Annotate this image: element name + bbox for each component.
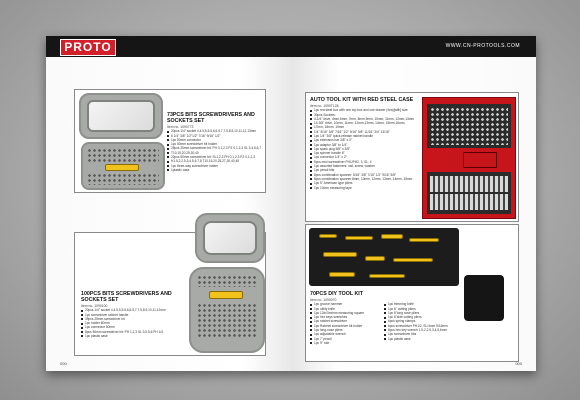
product-item-no: Item no. 1090773 [167,125,194,129]
small-red-box [463,152,497,168]
right-page [291,36,536,371]
feature-item: 1pc assorted fasteners: nail, screw, washer [310,164,418,168]
product-card-diy-kit [305,224,519,362]
feature-item: 1plastic case [167,168,263,172]
feature-item: 5pcs mini screwdriver PH1/PH2, 3, SL, 4 [310,160,418,164]
feature-item: 6pcs spring clamps [384,319,464,323]
screwdriver-handle [105,164,139,171]
feature-item: 1pc 6" cutting pliers [384,307,464,311]
product-text-auto-kit [310,97,418,190]
chest-top-tray [427,104,511,148]
feature-item: 1pc 12in/3m/mm measuring square [310,311,378,315]
feature-item: 1pc 6"long nose pliers [384,311,464,315]
tool-handle [345,236,373,240]
feature-columns [310,302,516,345]
tool-handle [393,258,433,262]
product-card-73pcs [74,89,266,193]
socket-grid [430,107,508,145]
feature-item: 8pcs hex key wrench 1.5,2,2.5,3,4,5,6mm [384,328,464,332]
proto-logo: PROTO [60,39,116,56]
product-item-no: Item no. 1090100 [81,304,108,308]
feature-item: 1pc screwdriver bits [384,332,464,336]
feature-item: 1pc plastic case [384,337,464,341]
feature-item: 1/4" 5/16" 3/8" 7/16" 1/2" 9/16" 5/8" 11/16" 3/4" 13/16" [310,130,418,134]
feature-item: 1pc 5" American type pliers [310,181,418,185]
diy-case-open-image [309,228,459,286]
socket-row [87,148,159,162]
feature-item: 1pc spinner handle 6" [310,151,418,155]
feature-item: 8pcs combination spanner: 5/16" 3/8" 7/16" 1/2" 9/16" 5/8" [310,173,418,177]
feature-item: 14-3/8" drive, 10mm, 11mm, 12mm,13mm, 14mm, 15mm,16mm, [310,121,418,125]
website-url: WWW.CN-PROTOOLS.COM [445,43,520,49]
feature-item: 20pcs 50mm screwdriver bit: SL1,2,3 PH 0,1,2,3 PZ 0,1,2,3 [167,155,263,159]
feature-item: 1pc red steel box with one top box and one drawer (4ea)[with] size [310,108,418,112]
feature-item: 8pcs 50mm screwdriver bit: PH 1,2,3 SL 3,5,5,6 PH 1/4 [81,330,187,334]
left-page [46,36,291,371]
feature-item: 1pc extension bar 3/8" x 3" [310,138,418,142]
feature-item: 39pcs 25mm screwdriver bit [81,317,187,321]
tool-handle [329,272,355,277]
feature-item: 1pc 1/4" 3/8" quick-release ratchet handle [310,134,418,138]
product-text-73pcs [167,112,263,172]
feature-item: 1pc hex keys wrenches [310,315,378,319]
case-open-image [189,267,265,353]
tool-handle [323,252,357,257]
feature-item: 6pcs screwdriver PH1/2, SL/4mm 5/16mm [384,324,464,328]
feature-item: 30pcs Sockets: [310,113,418,117]
feature-list [81,308,187,338]
socket-row [197,275,257,287]
feature-item: 1pc adjustable wrench [310,332,378,336]
product-text-diy-kit [310,291,516,345]
feature-item: 1pc connector 50mm [81,325,187,329]
product-title: 73PCS BITS SCREWDRIVERS AND SOCKETS SET [167,112,255,124]
feature-item: 1pc connector 1/4" x 2" [310,155,418,159]
lid-window [87,100,155,132]
feature-item: 1pc 50mm screwdriver bit holder [167,142,263,146]
feature-item: 1pc long-nose pliers [310,328,378,332]
feature-item: 20pcs 1/4" socket 4,4.5,5,5.5,6,6.5,7,7.5,8,9,10,11,12mm [81,308,187,312]
feature-item: 1pc groove hammer [310,302,378,306]
feature-item: 1pc utility knife [310,307,378,311]
bit-row [87,173,159,185]
page-number: 000 [60,361,67,366]
case-lid-image [79,93,163,139]
tool-handle [381,234,403,239]
feature-item: 1pc holder 60mm [81,321,187,325]
tool-handle [319,234,337,238]
lid-window [203,221,257,255]
red-tool-chest-image [422,97,516,219]
feature-item: 1pc screwdriver ratchet handle [81,313,187,317]
feature-item: 17mm, 18mm, 19mm [310,125,418,129]
feature-item: 6 1/4" 3/8" 1/2"1/2" 7/16" 9/16" 1/2" [167,134,263,138]
feature-item: 1pc 50mm connector [167,138,263,142]
feature-item: 1pc 7' pencil [310,337,378,341]
feature-list-col2 [384,302,464,345]
feature-item: 1pc 9" rule [310,341,378,345]
feature-item: H1.5,2,2.5,3,4,5,6,7,8 T10,15,20,25,27,30,40,45 [167,159,263,163]
feature-item: 1pc plastic case [81,334,187,338]
feature-item: 1pc trimming knife [384,302,464,306]
feature-item: 25pcs 25mm screwdriver bit: PH 0,1,2,3 PZ 0,1,2,3 SL 3,4,5,6,7 [167,146,263,150]
feature-item: 4-1/4" drive, 4mm,5mm, 7mm, 8mm,9mm, 10mm, 11mm, 12mm,13mm [310,117,418,121]
feature-list-col1 [310,302,378,345]
bit-grid [197,303,257,337]
wrench-row [430,194,508,210]
feature-item: 1pc ratchet screwdriver [310,319,378,323]
feature-item: 1pc 10mm measuring tape [310,186,418,190]
tool-handle [409,238,439,242]
feature-item: 8pcs combination spanner 8mm, 10mm, 12mm, 13mm, 14mm, 15mm [310,177,418,181]
tool-handle [369,274,405,278]
product-item-no: Item no. 1090070 [310,298,337,302]
product-card-auto-kit [305,92,519,222]
catalog-spread [46,36,536,371]
screwdriver-handle [209,291,243,299]
product-title: 70PCS DIY TOOL KIT [310,291,363,297]
product-text-100pcs [81,291,187,338]
product-card-100pcs [74,232,266,356]
feature-item: 1pc Ratchet screwdriver bit holder [310,324,378,328]
feature-item: 20pcs 1/4" socket 4,4.5,5,5.5,6,6.5,7,7.5,8,9,10,11,12,13mm [167,129,263,133]
case-open-image [81,142,165,190]
feature-item: 1pc spark plug 5/8" x 3/8" [310,147,418,151]
page-number: 000 [515,361,522,366]
feature-list [167,129,263,172]
feature-item: 1pc three-way screwdriver holder [167,164,263,168]
feature-item: 1pc pencil bits [310,168,418,172]
case-lid-image [195,213,265,263]
feature-item: T10,15,20,25,30,40 [167,151,263,155]
wrench-row [430,176,508,192]
feature-item: 1pc 6"side cutting pliers [384,315,464,319]
product-item-no: Item no. 1090T128 [310,104,339,108]
chest-drawer [427,172,511,214]
product-title: 100PCS BITS SCREWDRIVERS AND SOCKETS SET [81,291,172,303]
product-title: AUTO TOOL KIT WITH RED STEEL CASE [310,97,414,103]
tool-handle [365,256,385,261]
feature-item: 1pc adaptor 3/8" to 1/4" [310,143,418,147]
feature-list [310,108,418,190]
